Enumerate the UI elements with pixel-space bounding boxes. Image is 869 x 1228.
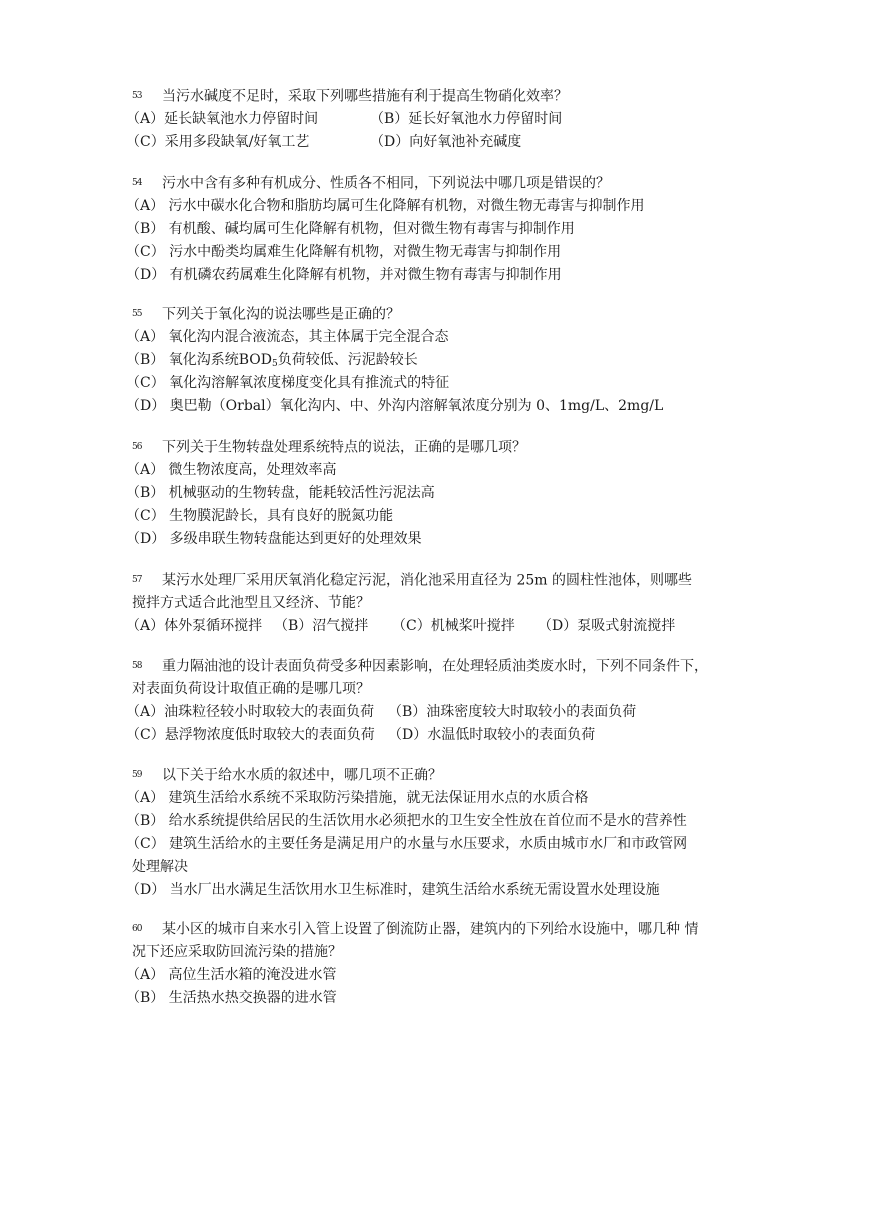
option-c: （C） 建筑生活给水的主要任务是满足用户的水量与水压要求，水质由城市水厂和市政管网 xyxy=(126,836,688,852)
question-number: 53 xyxy=(132,91,142,101)
option-d: （D） 多级串联生物转盘能达到更好的处理效果 xyxy=(126,531,422,547)
option-a: （A） 微生物浓度高，处理效率高 xyxy=(126,462,337,478)
question-number: 57 xyxy=(132,575,142,585)
question-stem-continued: 对表面负荷设计取值正确的是哪几项？ xyxy=(132,681,370,697)
question-60 xyxy=(126,918,742,1010)
question-text: 以下关于给水水质的叙述中，哪几项不正确？ xyxy=(162,767,442,784)
option-row xyxy=(126,701,742,724)
option-b-rest: 负荷较低、污泥龄较长 xyxy=(277,352,418,368)
option-row xyxy=(126,615,742,638)
option-d: （D）向好氧池补充碱度 xyxy=(370,134,522,150)
option-a: （A） 氧化沟内混合液流态，其主体属于完全混合态 xyxy=(126,329,449,345)
option-b: （B）沼气搅拌 xyxy=(274,618,369,634)
option-d: （D）水温低时取较小的表面负荷 xyxy=(388,727,596,743)
question-stem xyxy=(132,569,742,592)
question-stem-continued: 搅拌方式适合此池型且又经济、节能？ xyxy=(132,595,370,611)
option-a: （A）延长缺氧池水力停留时间 xyxy=(126,111,319,127)
question-stem-continued: 况下还应采取防回流污染的措施？ xyxy=(132,944,342,960)
option-row xyxy=(126,131,742,154)
option-a: （A）体外泵循环搅拌 xyxy=(126,618,263,634)
question-stem xyxy=(132,764,742,787)
question-text: 下列关于氧化沟的说法哪些是正确的？ xyxy=(162,306,400,323)
question-text: 下列关于生物转盘处理系统特点的说法，正确的是哪几项？ xyxy=(162,439,526,456)
question-number: 55 xyxy=(132,309,142,319)
option-b-text: （B） 氧化沟系统BOD xyxy=(126,352,272,368)
question-stem xyxy=(132,303,742,326)
option-a: （A） 高位生活水箱的淹没进水管 xyxy=(126,967,337,983)
option-b: （B）延长好氧池水力停留时间 xyxy=(370,111,563,127)
option-d: （D） 奥巴勒（Orbal）氧化沟内、中、外沟内溶解氧浓度分别为 0、1mg/L、2mg/L xyxy=(126,398,664,414)
question-number: 58 xyxy=(132,661,142,671)
question-53 xyxy=(126,85,742,154)
question-number: 54 xyxy=(132,178,142,188)
option-c-continued: 处理解决 xyxy=(132,859,188,875)
question-58 xyxy=(126,655,742,747)
option-b: （B） 有机酸、碱均属可生化降解有机物，但对微生物有毒害与抑制作用 xyxy=(126,221,575,237)
option-d: （D）泵吸式射流搅拌 xyxy=(538,618,676,634)
option-b: （B）油珠密度较大时取较小的表面负荷 xyxy=(388,704,637,720)
option-b: （B） 机械驱动的生物转盘，能耗较活性污泥法高 xyxy=(126,485,435,501)
question-number: 56 xyxy=(132,442,142,452)
question-55 xyxy=(126,303,742,418)
option-b: （B） 给水系统提供给居民的生活饮用水必须把水的卫生安全性放在首位而不是水的营养性 xyxy=(126,813,687,829)
question-stem xyxy=(132,436,742,459)
question-56 xyxy=(126,436,742,551)
option-a: （A） 污水中碳水化合物和脂肪均属可生化降解有机物，对微生物无毒害与抑制作用 xyxy=(126,198,645,214)
option-d: （D） 有机磷农药属难生化降解有机物，并对微生物有毒害与抑制作用 xyxy=(126,267,562,283)
option-b-subscript: 5 xyxy=(272,359,278,369)
question-text: 重力隔油池的设计表面负荷受多种因素影响，在处理轻质油类废水时，下列不同条件下， xyxy=(162,658,708,675)
option-c: （C） 氧化沟溶解氧浓度梯度变化具有推流式的特征 xyxy=(126,375,450,391)
question-stem xyxy=(132,918,742,941)
option-c: （C）采用多段缺氧/好氧工艺 xyxy=(126,134,310,150)
question-number: 60 xyxy=(132,924,142,934)
option-c: （C） 污水中酚类均属难生化降解有机物，对微生物无毒害与抑制作用 xyxy=(126,244,562,260)
question-stem xyxy=(132,172,742,195)
option-c: （C）机械桨叶搅拌 xyxy=(392,618,515,634)
question-text: 当污水碱度不足时，采取下列哪些措施有利于提高生物硝化效率？ xyxy=(162,88,568,105)
question-text: 某小区的城市自来水引入管上设置了倒流防止器，建筑内的下列给水设施中，哪几种 情 xyxy=(162,921,699,938)
option-row xyxy=(126,108,742,131)
question-57 xyxy=(126,569,742,638)
option-a: （A） 建筑生活给水系统不采取防污染措施，就无法保证用水点的水质合格 xyxy=(126,790,589,806)
option-b xyxy=(126,349,742,372)
question-text: 污水中含有多种有机成分、性质各不相同，下列说法中哪几项是错误的？ xyxy=(162,175,610,192)
question-stem xyxy=(132,655,742,678)
question-text: 某污水处理厂采用厌氧消化稳定污泥，消化池采用直径为 25m 的圆柱性池体，则哪些 xyxy=(162,572,692,589)
option-a: （A）油珠粒径较小时取较大的表面负荷 xyxy=(126,704,375,720)
option-b: （B） 生活热水热交换器的进水管 xyxy=(126,990,337,1006)
question-54 xyxy=(126,172,742,287)
option-row xyxy=(126,724,742,747)
option-c: （C）悬浮物浓度低时取较大的表面负荷 xyxy=(126,727,375,743)
option-c: （C） 生物膜泥龄长，具有良好的脱氮功能 xyxy=(126,508,394,524)
question-stem xyxy=(132,85,742,108)
question-59 xyxy=(126,764,742,902)
question-number: 59 xyxy=(132,770,142,780)
option-d: （D） 当水厂出水满足生活饮用水卫生标准时，建筑生活给水系统无需设置水处理设施 xyxy=(126,882,660,898)
